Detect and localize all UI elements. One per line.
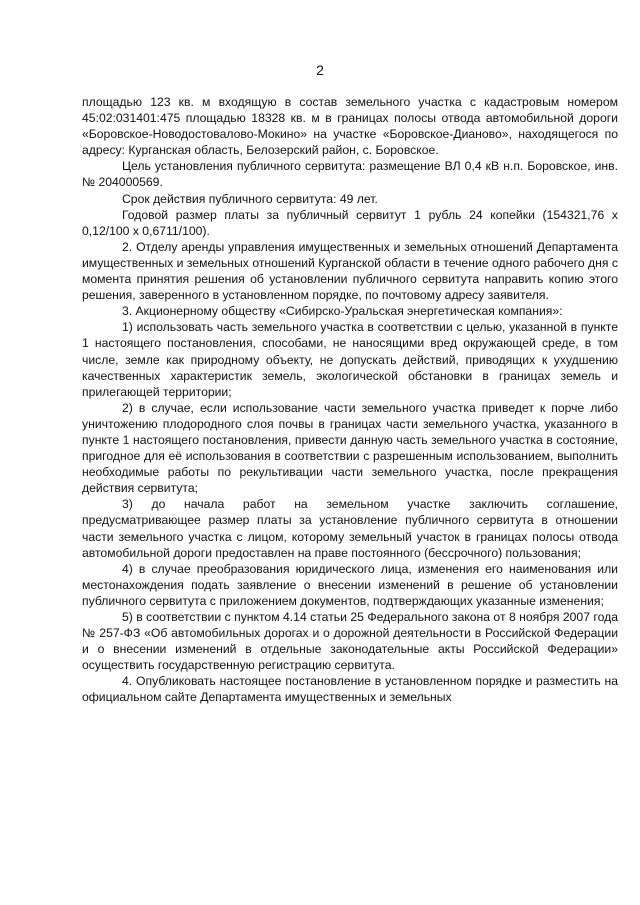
document-body <box>82 94 618 706</box>
paragraph-subitem-5: 5) в соответствии с пунктом 4.14 статьи 25 Федерального закона от 8 ноября 2007 года № 257-ФЗ «Об автомобильных дорогах и о дорожной деятельности в Российской Федерации и о внесении изменений в отдельные законодательные акты Российской Федерации» осуществить государственную регистрацию сервитута. <box>82 610 618 673</box>
paragraph-subitem-3: 3) до начала работ на земельном участке заключить соглашение, предусматривающее размер платы за установление публичного сервитута в отношении части земельного участка с лицом, которому земельный участок в границах полосы отвода автомобильной дороги предоставлен на праве постоянного (бессрочного) пользования; <box>82 497 618 560</box>
paragraph-servitude-term: Срок действия публичного сервитута: 49 лет. <box>122 191 378 206</box>
paragraph-annual-fee: Годовой размер платы за публичный сервитут 1 рубль 24 копейки (154321,76 х 0,12/100 х 0,6711/100). <box>82 207 618 238</box>
paragraph-subitem-1: 1) использовать часть земельного участка в соответствии с целью, указанной в пункте 1 настоящего постановления, способами, не наносящими вред окружающей среде, в том числе, земле как природному объекту, не допускать действий, приводящих к ухудшению качественных характеристик земель, экологической обстановки в границах земель и прилегающей территории; <box>82 320 618 399</box>
paragraph-subitem-2: 2) в случае, если использование части земельного участка приведет к порче либо уничтожению плодородного слоя почвы в границах части земельного участка, указанного в пункте 1 настоящего постановления, привести данную часть земельного участка в состояние, пригодное для её использования в соответствии с разрешенным использованием, выполнить необходимые работы по рекультивации части земельного участка, после прекращения действия сервитута; <box>82 400 618 496</box>
paragraph-subitem-4: 4) в случае преобразования юридического лица, изменения его наименования или местонахождения подать заявление о внесении изменений в решение об установлении публичного сервитута с приложением документов, подтверждающих указанные изменения; <box>82 561 618 608</box>
paragraph-item-3: 3. Акционерному обществу «Сибирско-Уральская энергетическая компания»: <box>122 304 563 319</box>
page-number: 2 <box>316 62 324 78</box>
paragraph-servitude-purpose: Цель установления публичного сервитута: размещение ВЛ 0,4 кВ н.п. Боровское, инв. № 204000569. <box>82 159 618 190</box>
paragraph-continuation: площадью 123 кв. м входящую в состав земельного участка с кадастровым номером 45:02:031401:475 площадью 18328 кв. м в границах полосы отвода автомобильной дороги «Боровское-Новодостовалово-Мокино» на участке «Боровское-Дианово», находящегося по адресу: Курганская область, Белозерский район, с. Боровское. <box>82 95 618 158</box>
paragraph-item-4: 4. Опубликовать настоящее постановление в установленном порядке и разместить на официальном сайте Департамента имущественных и земельных <box>82 674 618 705</box>
paragraph-item-2: 2. Отделу аренды управления имущественных и земельных отношений Департамента имущественных и земельных отношений Курганской области в течение одного рабочего дня с момента принятия решения об установлении публичного сервитута направить копию этого решения, заверенного в установленном порядке, по почтовому адресу заявителя. <box>82 239 618 303</box>
